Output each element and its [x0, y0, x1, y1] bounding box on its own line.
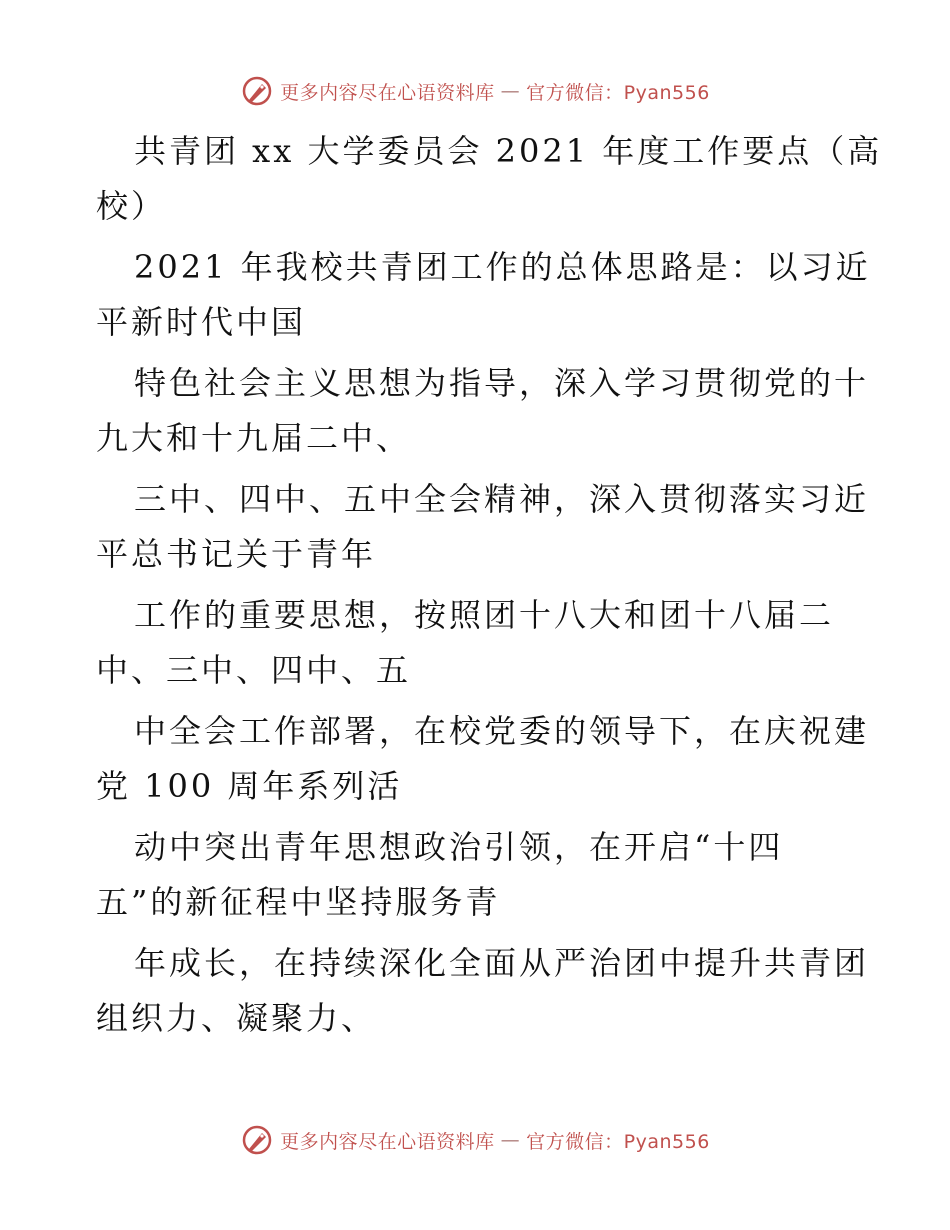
document-line: 年成长，在持续深化全面从严治团中提升共青团	[134, 944, 870, 982]
watermark-dash: —	[500, 1129, 521, 1151]
document-line: 组织力、凝聚力、	[96, 999, 377, 1037]
document-line: 九大和十九届二中、	[96, 419, 412, 457]
document-line: 特色社会主义思想为指导，深入学习贯彻党的十	[134, 364, 870, 402]
document-line: 动中突出青年思想政治引领，在开启“十四	[134, 828, 784, 866]
document-line: 五”的新征程中坚持服务青	[96, 883, 501, 921]
document-line: 校）	[96, 187, 167, 225]
watermark-contact-text: 官方微信：Pyan556	[526, 81, 710, 104]
footer-watermark	[0, 1123, 950, 1157]
document-line: 平总书记关于青年	[96, 535, 377, 573]
document-body	[96, 124, 883, 1052]
document-line: 共青团 xx 大学委员会 2021 年度工作要点（高	[134, 132, 883, 170]
document-line: 三中、四中、五中全会精神，深入贯彻落实习近	[134, 480, 870, 518]
document-line: 中全会工作部署，在校党委的领导下，在庆祝建	[134, 712, 870, 750]
document-line: 中、三中、四中、五	[96, 651, 412, 689]
watermark-brand-text: 更多内容尽在心语资料库	[280, 1130, 495, 1153]
document-line: 党 100 周年系列活	[96, 767, 403, 805]
watermark-contact-text: 官方微信：Pyan556	[526, 1130, 710, 1153]
document-line: 平新时代中国	[96, 303, 307, 341]
pen-nib-circle-icon	[240, 74, 274, 108]
watermark-dash: —	[500, 80, 521, 102]
header-watermark	[0, 74, 950, 108]
document-line: 2021 年我校共青团工作的总体思路是：以习近	[134, 248, 871, 286]
document-line: 工作的重要思想，按照团十八大和团十八届二	[134, 596, 835, 634]
pen-nib-circle-icon	[240, 1123, 274, 1157]
watermark-brand-text: 更多内容尽在心语资料库	[280, 81, 495, 104]
